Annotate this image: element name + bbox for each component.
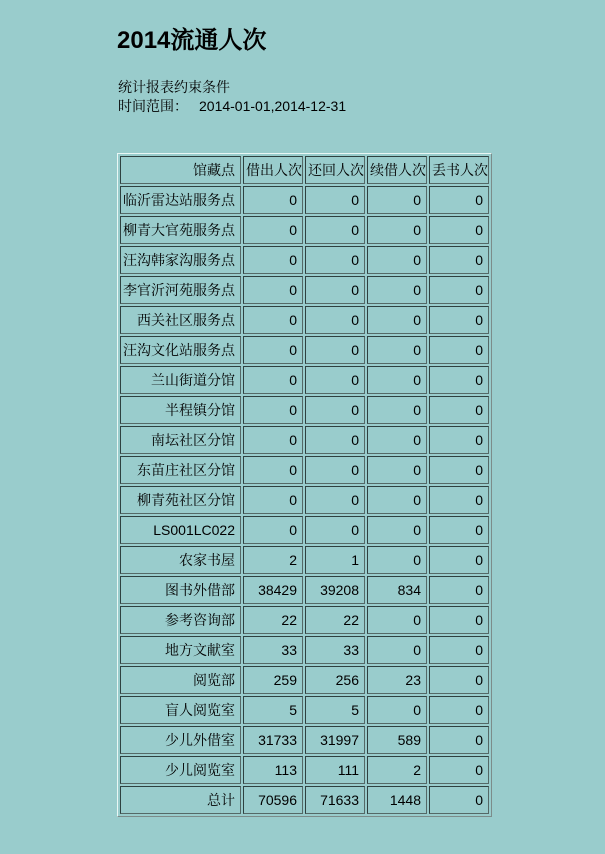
- table-row: [120, 726, 489, 754]
- time-range-label: 时间范围：: [118, 98, 188, 114]
- value-cell: 31733: [243, 726, 303, 754]
- value-cell: 0: [429, 486, 489, 514]
- value-cell: 0: [243, 336, 303, 364]
- value-cell: 0: [305, 456, 365, 484]
- value-cell: 0: [429, 606, 489, 634]
- column-header-1: 借出人次: [243, 156, 303, 184]
- location-cell: 盲人阅览室: [120, 696, 241, 724]
- value-cell: 0: [429, 366, 489, 394]
- value-cell: 0: [429, 636, 489, 664]
- value-cell: 0: [367, 516, 427, 544]
- value-cell: 0: [305, 516, 365, 544]
- value-cell: 0: [367, 696, 427, 724]
- location-cell: 少儿阅览室: [120, 756, 241, 784]
- value-cell: 39208: [305, 576, 365, 604]
- value-cell: 0: [429, 186, 489, 214]
- value-cell: 0: [243, 426, 303, 454]
- table-row: [120, 486, 489, 514]
- value-cell: 0: [367, 486, 427, 514]
- value-cell: 0: [429, 576, 489, 604]
- value-cell: 0: [429, 456, 489, 484]
- value-cell: 0: [367, 246, 427, 274]
- value-cell: 0: [429, 696, 489, 724]
- value-cell: 0: [243, 306, 303, 334]
- value-cell: 0: [305, 426, 365, 454]
- location-cell: 柳青苑社区分馆: [120, 486, 241, 514]
- value-cell: 0: [305, 246, 365, 274]
- location-cell: 柳青大官苑服务点: [120, 216, 241, 244]
- value-cell: 0: [305, 216, 365, 244]
- location-cell: 图书外借部: [120, 576, 241, 604]
- location-cell: LS001LC022: [120, 516, 241, 544]
- table-row: [120, 516, 489, 544]
- location-cell: 临沂雷达站服务点: [120, 186, 241, 214]
- value-cell: 0: [367, 456, 427, 484]
- table-row: [120, 546, 489, 574]
- circulation-table: [117, 153, 492, 817]
- value-cell: 0: [367, 426, 427, 454]
- table-row: [120, 276, 489, 304]
- value-cell: 0: [367, 306, 427, 334]
- value-cell: 0: [367, 336, 427, 364]
- location-cell: 参考咨询部: [120, 606, 241, 634]
- table-row: [120, 606, 489, 634]
- value-cell: 834: [367, 576, 427, 604]
- value-cell: 2: [243, 546, 303, 574]
- value-cell: 0: [429, 666, 489, 694]
- value-cell: 0: [367, 606, 427, 634]
- value-cell: 0: [429, 396, 489, 424]
- value-cell: 0: [367, 396, 427, 424]
- value-cell: 23: [367, 666, 427, 694]
- table-row: [120, 186, 489, 214]
- table-row: [120, 216, 489, 244]
- value-cell: 111: [305, 756, 365, 784]
- value-cell: 0: [243, 246, 303, 274]
- table-row: [120, 366, 489, 394]
- value-cell: 33: [243, 636, 303, 664]
- value-cell: 0: [305, 396, 365, 424]
- value-cell: 71633: [305, 786, 365, 814]
- circulation-report-page: [0, 26, 605, 817]
- location-cell: 汪沟韩家沟服务点: [120, 246, 241, 274]
- page-title: 2014流通人次: [117, 27, 267, 54]
- value-cell: 0: [305, 276, 365, 304]
- location-cell: 兰山街道分馆: [120, 366, 241, 394]
- value-cell: 5: [305, 696, 365, 724]
- value-cell: 0: [305, 186, 365, 214]
- value-cell: 5: [243, 696, 303, 724]
- value-cell: 22: [305, 606, 365, 634]
- value-cell: 22: [243, 606, 303, 634]
- table-row: [120, 426, 489, 454]
- location-cell: 李官沂河苑服务点: [120, 276, 241, 304]
- report-constraint-label: 统计报表约束条件: [118, 79, 230, 95]
- location-cell: 汪沟文化站服务点: [120, 336, 241, 364]
- table-row: [120, 396, 489, 424]
- table-row: [120, 336, 489, 364]
- value-cell: 0: [367, 636, 427, 664]
- value-cell: 2: [367, 756, 427, 784]
- table-row: [120, 696, 489, 724]
- value-cell: 0: [243, 366, 303, 394]
- location-cell: 农家书屋: [120, 546, 241, 574]
- column-header-3: 续借人次: [367, 156, 427, 184]
- value-cell: 0: [243, 396, 303, 424]
- table-row: [120, 576, 489, 604]
- location-cell: 地方文献室: [120, 636, 241, 664]
- location-cell: 南坛社区分馆: [120, 426, 241, 454]
- value-cell: 0: [367, 276, 427, 304]
- table-row: [120, 456, 489, 484]
- total-row: [120, 786, 489, 814]
- value-cell: 0: [243, 276, 303, 304]
- location-cell: 西关社区服务点: [120, 306, 241, 334]
- value-cell: 0: [429, 306, 489, 334]
- value-cell: 259: [243, 666, 303, 694]
- value-cell: 31997: [305, 726, 365, 754]
- location-cell: 东苗庄社区分馆: [120, 456, 241, 484]
- value-cell: 0: [429, 216, 489, 244]
- location-cell: 总计: [120, 786, 241, 814]
- location-cell: 少儿外借室: [120, 726, 241, 754]
- table-row: [120, 636, 489, 664]
- value-cell: 0: [243, 216, 303, 244]
- location-cell: 半程镇分馆: [120, 396, 241, 424]
- value-cell: 0: [305, 306, 365, 334]
- value-cell: 33: [305, 636, 365, 664]
- value-cell: 0: [429, 546, 489, 574]
- value-cell: 589: [367, 726, 427, 754]
- value-cell: 0: [367, 366, 427, 394]
- value-cell: 0: [429, 276, 489, 304]
- value-cell: 0: [429, 786, 489, 814]
- value-cell: 1: [305, 546, 365, 574]
- value-cell: 0: [243, 486, 303, 514]
- column-header-4: 丢书人次: [429, 156, 489, 184]
- table-row: [120, 756, 489, 784]
- time-range-value: 2014-01-01,2014-12-31: [199, 98, 347, 114]
- table-row: [120, 246, 489, 274]
- value-cell: 0: [367, 186, 427, 214]
- value-cell: 0: [305, 336, 365, 364]
- value-cell: 0: [367, 546, 427, 574]
- column-header-0: 馆藏点: [120, 156, 241, 184]
- value-cell: 0: [305, 486, 365, 514]
- value-cell: 0: [429, 756, 489, 784]
- location-cell: 阅览部: [120, 666, 241, 694]
- column-header-2: 还回人次: [305, 156, 365, 184]
- value-cell: 70596: [243, 786, 303, 814]
- value-cell: 38429: [243, 576, 303, 604]
- value-cell: 0: [243, 186, 303, 214]
- table-row: [120, 306, 489, 334]
- value-cell: 0: [429, 726, 489, 754]
- value-cell: 0: [305, 366, 365, 394]
- value-cell: 0: [429, 426, 489, 454]
- value-cell: 0: [243, 516, 303, 544]
- value-cell: 0: [429, 246, 489, 274]
- value-cell: 0: [429, 336, 489, 364]
- value-cell: 0: [243, 456, 303, 484]
- table-row: [120, 666, 489, 694]
- value-cell: 0: [367, 216, 427, 244]
- value-cell: 0: [429, 516, 489, 544]
- table-header-row: [120, 156, 489, 184]
- value-cell: 113: [243, 756, 303, 784]
- time-range-line: [118, 97, 605, 115]
- value-cell: 256: [305, 666, 365, 694]
- value-cell: 1448: [367, 786, 427, 814]
